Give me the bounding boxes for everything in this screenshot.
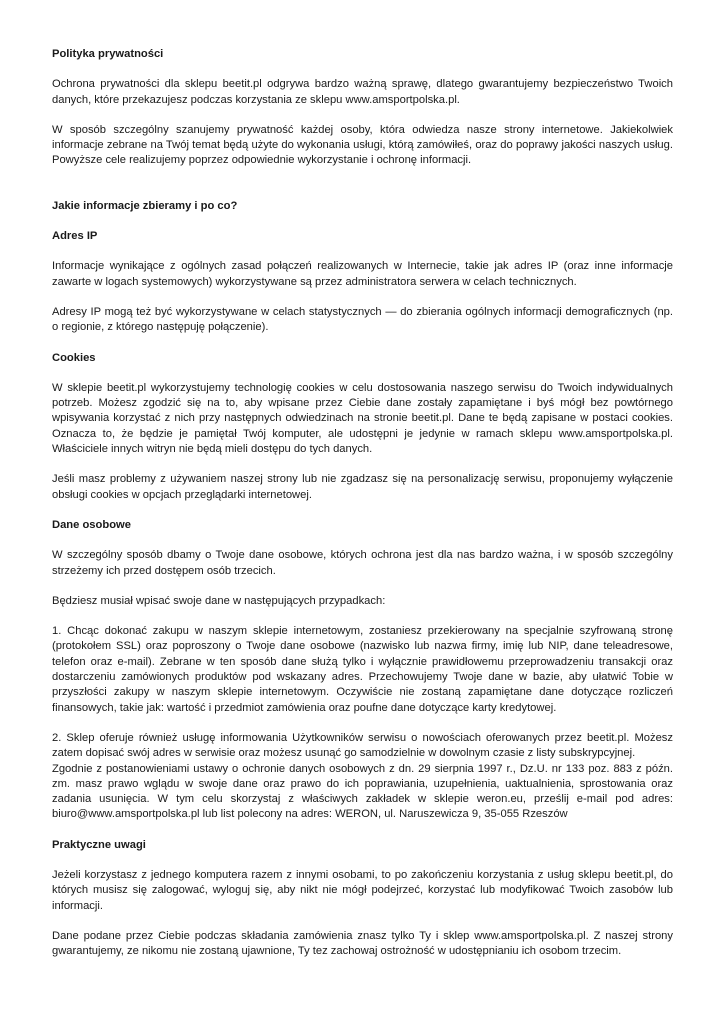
section-heading-personal: Dane osobowe: [52, 518, 131, 531]
intro-paragraph-2: W sposób szczególny szanujemy prywatność każdej osoby, która odwiedza nasze strony internetowe. Jakiekolwiek informacje zebrane na Twój temat będą użyte do wykonania usługi, którą zamówiłeś, oraz do poprawy jakości naszych usług. Powyższe cele realizujemy poprzez odpowiednie wykorzystanie i ochronę informacji.: [52, 123, 673, 167]
personal-paragraph-3: 1. Chcąc dokonać zakupu w naszym sklepie internetowym, zostaniesz przekierowany na specjalnie szyfrowaną stronę (protokołem SSL) oraz poproszony o Twoje dane osobowe (nazwisko lub nazwa firmy, imię lub NIP, dane teleadresowe, telefon oraz e-mail). Zebrane w ten sposób dane służą tylko i wyłącznie prawidłowemu przeprowadzeniu transakcji oraz dostarczeniu zamówionych produktów pod wskazany adres. Przechowujemy Twoje dane w bazie, aby ułatwić Tobie w przyszłości zakupy w naszym sklepie internetowym. Oczywiście nie zostaną zapamiętane dane dotyczące rozliczeń finansowych, takie jak: wartość i przedmiot zamówienia oraz poufne dane dotyczące karty kredytowej.: [52, 625, 673, 714]
personal-paragraph-4: 2. Sklep oferuje również usługę informowania Użytkowników serwisu o nowościach oferowanych przez beetit.pl. Możesz zatem dopisać swój adres w serwisie oraz możesz usunąć go samodzielnie w dowolnym czasie z listy subskrypcyjnej.: [52, 731, 673, 760]
cookies-paragraph-2: Jeśli masz problemy z używaniem naszej strony lub nie zgadzasz się na personalizację serwisu, proponujemy wyłączenie obsługi cookies w opcjach przeglądarki internetowej.: [52, 473, 673, 501]
personal-paragraph-2: Będziesz musiał wpisać swoje dane w następujących przypadkach:: [52, 594, 386, 607]
page-title: Polityka prywatności: [52, 48, 164, 60]
ip-paragraph-1: Informacje wynikające z ogólnych zasad połączeń realizowanych w Internecie, takie jak adres IP (oraz inne informacje zawarte w logach systemowych) wykorzystywane są przez administratora serwera w celach technicznych.: [52, 260, 673, 288]
section-heading-cookies: Cookies: [52, 351, 96, 364]
practical-paragraph-2: Dane podane przez Ciebie podczas składania zamówienia znasz tylko Ty i sklep www.amsportpolska.pl. Z naszej strony gwarantujemy, ze nikomu nie zostaną ujawnione, Ty tez zachowaj ostrożność w udostępnianiu ich osobom trzecim.: [52, 929, 673, 958]
personal-paragraph-5: Zgodnie z postanowieniami ustawy o ochronie danych osobowych z dn. 29 sierpnia 1997 r., Dz.U. nr 133 poz. 883 z późn. zm. masz prawo wglądu w swoje dane oraz prawo do ich poprawiania, uzupełnienia, uaktualnienia, sprostowania oraz zadania usunięcia. W tym celu skorzystaj z właściwych zakładek w sklepie weron.eu, prześlij e-mail pod adres: biuro@www.amsportpolska.pl lub list polecony na adres: WERON, ul. Naruszewicza 9, 35-055 Rzeszów: [52, 762, 673, 821]
practical-paragraph-1: Jeżeli korzystasz z jednego komputera razem z innymi osobami, to po zakończeniu korzystania z usług sklepu beetit.pl, do których musisz się zalogować, wyloguj się, aby nikt nie mógł podejrzeć, korzystać lub modyfikować Twoich zasobów lub informacji.: [52, 868, 673, 912]
personal-paragraph-1: W szczególny sposób dbamy o Twoje dane osobowe, których ochrona jest dla nas bardzo ważna, i w sposób szczególny strzeżemy ich przed dostępem osób trzecich.: [52, 549, 673, 577]
section-heading-ip: Adres IP: [52, 230, 98, 243]
ip-paragraph-2: Adresy IP mogą też być wykorzystywane w celach statystycznych — do zbierania ogólnych informacji demograficznych (np. o regionie, z którego następuję połączenie).: [52, 305, 673, 334]
intro-paragraph-1: Ochrona prywatności dla sklepu beetit.pl odgrywa bardzo ważną sprawę, dlatego gwarantujemy bezpieczeństwo Twoich danych, które przekazujesz podczas korzystania ze sklepu www.amsportpolska.pl.: [52, 78, 673, 106]
cookies-paragraph-1: W sklepie beetit.pl wykorzystujemy technologię cookies w celu dostosowania naszego serwisu do Twoich indywidualnych potrzeb. Możesz zgodzić się na to, aby wpisane przez Ciebie dane zostały zapamiętane i byś mógł bez powtórnego wpisywania korzystać z nich przy następnych odwiedzinach na stronie beetit.pl. Dane te będą zapisane w postaci cookies. Oznacza to, że będzie je pamiętał Twój komputer, ale udostępni je jedynie w ramach sklepu www.amsportpolska.pl. Właściciele innych witryn nie będą mieli dostępu do tych danych.: [52, 381, 673, 456]
section-heading-info: Jakie informacje zbieramy i po co?: [52, 199, 238, 212]
section-heading-practical: Praktyczne uwagi: [52, 838, 146, 851]
